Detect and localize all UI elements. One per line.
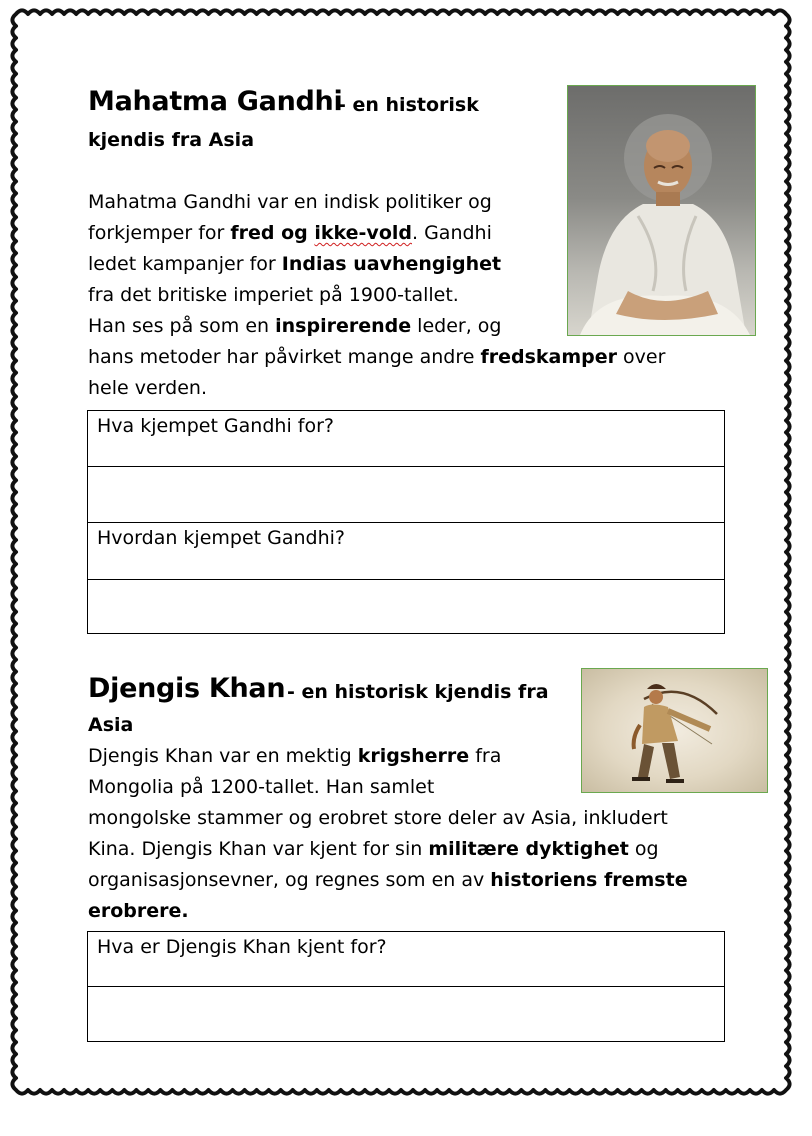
section-title-gandhi: Mahatma Gandhi — [88, 86, 343, 117]
khan-question-table — [87, 931, 725, 1042]
question-cell: Hva er Djengis Khan kjent for? — [88, 932, 725, 987]
question-cell: Hva kjempet Gandhi for? — [88, 411, 725, 467]
text-line: hans metoder har påvirket mange andre fredskamper over — [88, 346, 666, 368]
answer-cell[interactable] — [88, 467, 725, 523]
section-subtitle-gandhi-line2: kjendis fra Asia — [88, 129, 255, 151]
text-line: erobrere. — [88, 900, 189, 922]
answer-cell[interactable] — [88, 987, 725, 1042]
khan-figure-illustration — [582, 669, 767, 792]
gandhi-figure-illustration — [568, 86, 755, 335]
text-line: Mongolia på 1200-tallet. Han samlet — [88, 776, 435, 798]
text-line: forkjemper for fred og ikke-vold. Gandhi — [88, 222, 492, 244]
text-line: organisasjonsevner, og regnes som en av historiens fremste — [88, 869, 688, 891]
gandhi-question-table — [87, 410, 725, 634]
text-line: Kina. Djengis Khan var kjent for sin militære dyktighet og — [88, 838, 659, 860]
text-line: Han ses på som en inspirerende leder, og — [88, 315, 502, 337]
text-line: mongolske stammer og erobret store deler av Asia, inkludert — [88, 807, 668, 829]
section-subtitle-khan-line2: Asia — [88, 714, 134, 736]
text-line: Mahatma Gandhi var en indisk politiker og — [88, 191, 492, 213]
section-subtitle-khan-line1: - en historisk kjendis fra — [287, 681, 549, 703]
khan-warrior-image — [581, 668, 768, 793]
gandhi-portrait-image — [567, 85, 756, 336]
text-line: hele verden. — [88, 377, 207, 399]
text-line: fra det britiske imperiet på 1900-tallet. — [88, 284, 459, 306]
text-line: Djengis Khan var en mektig krigsherre fra — [88, 745, 502, 767]
text-line: ledet kampanjer for Indias uavhengighet — [88, 253, 502, 275]
section-title-khan: Djengis Khan — [88, 673, 286, 704]
answer-cell[interactable] — [88, 580, 725, 634]
question-cell: Hvordan kjempet Gandhi? — [88, 523, 725, 580]
section-subtitle-gandhi-line1: - en historisk — [338, 94, 479, 116]
